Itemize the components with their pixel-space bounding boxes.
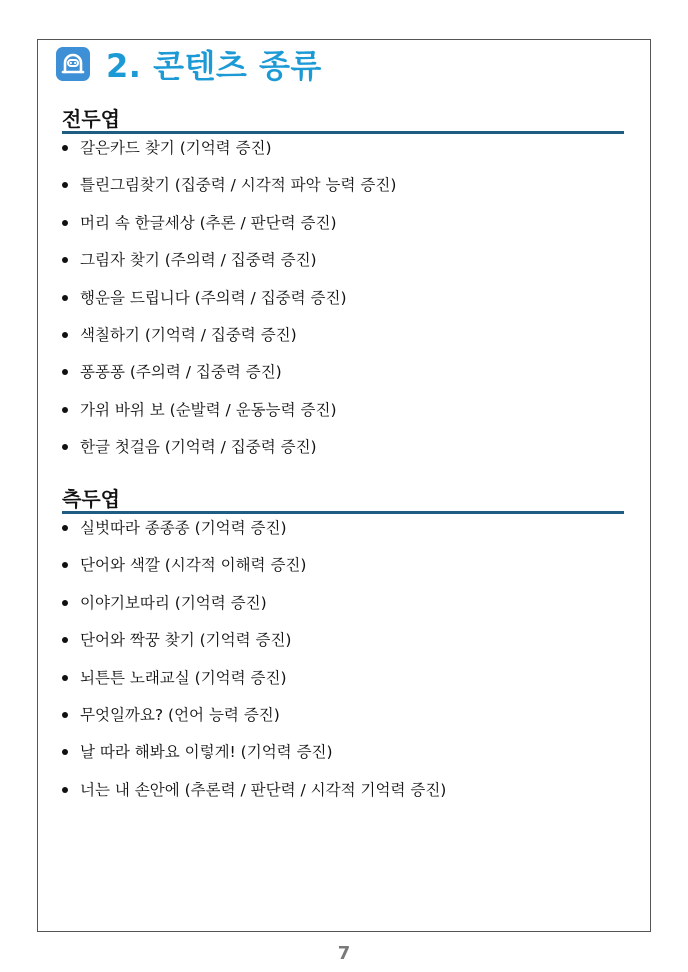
list-item	[62, 134, 624, 171]
content-list	[62, 134, 624, 471]
list-item	[62, 514, 624, 551]
list-item	[62, 738, 624, 775]
bullet-icon	[62, 749, 68, 755]
list-item-text: 가위 바위 보 (순발력 / 운동능력 증진)	[80, 400, 337, 419]
list-item-text: 그림자 찾기 (주의력 / 집중력 증진)	[80, 251, 317, 270]
list-item	[62, 776, 624, 813]
page-number: 7	[337, 943, 351, 964]
list-item-text: 너는 내 손안에 (추론력 / 판단력 / 시각적 기억력 증진)	[80, 780, 447, 799]
bullet-icon	[62, 257, 68, 263]
list-item-text: 색칠하기 (기억력 / 집중력 증진)	[80, 325, 297, 344]
section-heading-row	[62, 485, 624, 514]
section-temporal-lobe	[62, 485, 624, 813]
list-item-text: 단어와 색깔 (시각적 이해력 증진)	[80, 556, 307, 575]
bullet-icon	[62, 145, 68, 151]
list-item-text: 실벗따라 종종종 (기억력 증진)	[80, 519, 287, 537]
section-heading-row	[62, 105, 624, 134]
list-item	[62, 396, 624, 433]
list-item	[62, 321, 624, 358]
list-item	[62, 358, 624, 395]
list-item-text: 이야기보따리 (기억력 증진)	[80, 593, 267, 612]
bullet-icon	[62, 675, 68, 681]
bullet-icon	[62, 332, 68, 338]
list-item	[62, 589, 624, 626]
list-item-text: 날 따라 해봐요 이렇게! (기억력 증진)	[80, 743, 333, 762]
section-heading: 측두엽	[62, 487, 120, 511]
bullet-icon	[62, 562, 68, 568]
list-item-text: 퐁퐁퐁 (주의력 / 집중력 증진)	[80, 363, 282, 382]
bullet-icon	[62, 444, 68, 450]
bullet-icon	[62, 182, 68, 188]
list-item	[62, 284, 624, 321]
list-item-text: 갈은카드 찾기 (기억력 증진)	[80, 139, 272, 157]
bullet-icon	[62, 787, 68, 793]
section-heading: 전두엽	[62, 107, 120, 131]
bullet-icon	[62, 637, 68, 643]
list-item-text: 틀린그림찾기 (집중력 / 시각적 파악 능력 증진)	[80, 176, 397, 195]
list-item	[62, 551, 624, 588]
list-item	[62, 433, 624, 470]
list-item	[62, 246, 624, 283]
list-item	[62, 171, 624, 208]
page-title: 2. 콘텐츠 종류	[106, 47, 322, 85]
list-item-text: 뇌튼튼 노래교실 (기억력 증진)	[80, 668, 287, 687]
content-list	[62, 514, 624, 813]
section-frontal-lobe	[62, 105, 624, 471]
page-title-row	[56, 44, 322, 84]
list-item-text: 단어와 짝꿍 찾기 (기억력 증진)	[80, 631, 292, 650]
bullet-icon	[62, 712, 68, 718]
list-item	[62, 701, 624, 738]
list-item-text: 머리 속 한글세상 (추론 / 판단력 증진)	[80, 213, 337, 232]
bullet-icon	[62, 295, 68, 301]
bullet-icon	[62, 407, 68, 413]
bullet-icon	[62, 369, 68, 375]
list-item	[62, 626, 624, 663]
bullet-icon	[62, 220, 68, 226]
list-item-text: 무엇일까요? (언어 능력 증진)	[80, 705, 280, 724]
list-item	[62, 209, 624, 246]
list-item	[62, 664, 624, 701]
list-item-text: 행운을 드립니다 (주의력 / 집중력 증진)	[80, 288, 347, 307]
robot-icon	[56, 47, 90, 81]
bullet-icon	[62, 600, 68, 606]
list-item-text: 한글 첫걸음 (기억력 / 집중력 증진)	[80, 438, 317, 457]
bullet-icon	[62, 525, 68, 531]
